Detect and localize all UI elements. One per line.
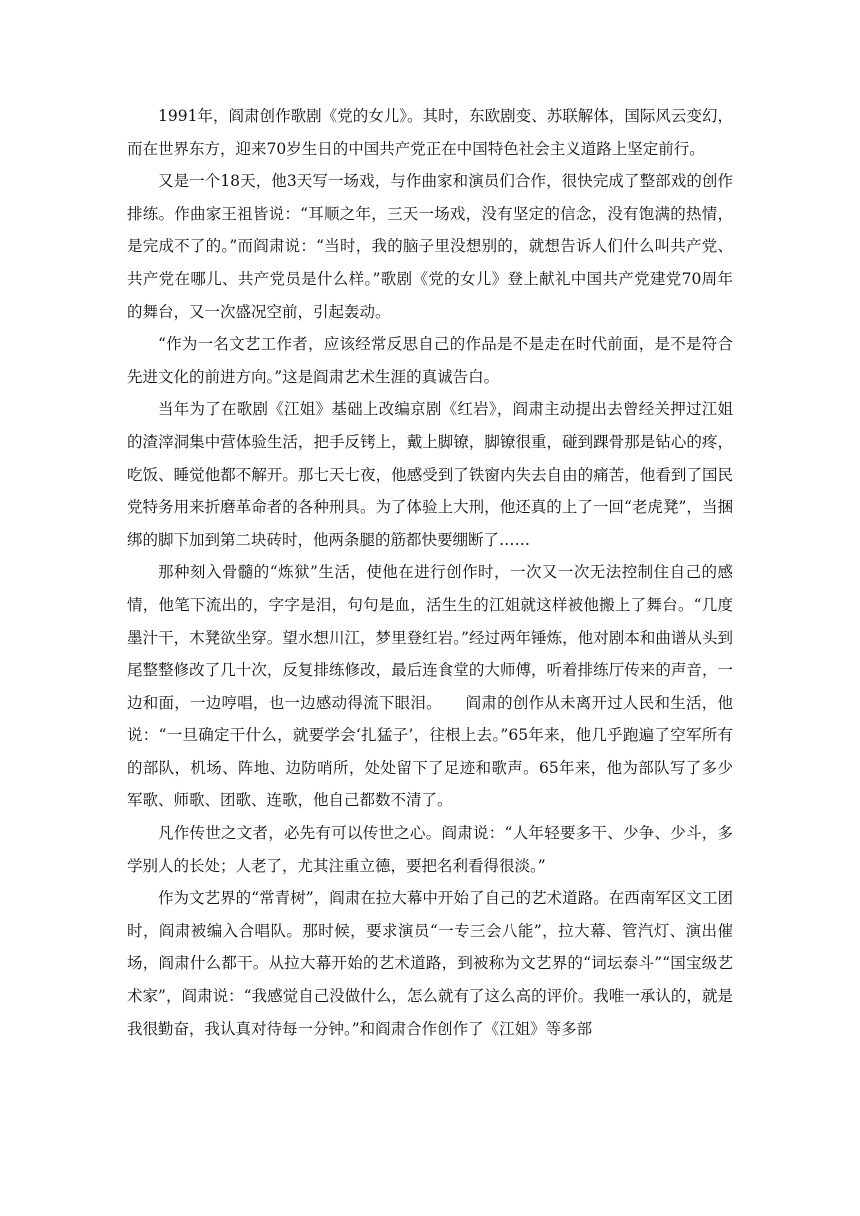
paragraph-2: 又是一个18天，他3天写一场戏，与作曲家和演员们合作，很快完成了整部戏的创作排练。作曲家王祖皆说：“耳顺之年，三天一场戏，没有坚定的信念，没有饱满的热情，是完成不了的。”而阎肃说：“当时，我的脑子里没想别的，就想告诉人们什么叫共产党、共产党在哪儿、共产党员是什么样。”歌剧《党的女儿》登上献礼中国共产党建党70周年的舞台，又一次盛况空前，引起轰动。 <box>127 172 733 321</box>
paragraph-4: 当年为了在歌剧《江姐》基础上改编京剧《红岩》，阎肃主动提出去曾经关押过江姐的渣滓洞集中营体验生活，把手反铐上，戴上脚镣，脚镣很重，碰到踝骨那是钻心的疼，吃饭、睡觉他都不解开。那七天七夜，他感受到了铁窗内失去自由的痛苦，他看到了国民党特务用来折磨革命者的各种刑具。为了体验上大刑，他还真的上了一回“老虎凳”，当捆绑的脚下加到第二块砖时，他两条腿的筋都快要绷断了…… <box>127 400 733 549</box>
article-body <box>127 100 733 1045</box>
paragraph-3: “作为一名文艺工作者，应该经常反思自己的作品是不是走在时代前面，是不是符合先进文化的前进方向。”这是阎肃艺术生涯的真诚告白。 <box>127 335 733 386</box>
paragraph-7: 作为文艺界的“常青树”，阎肃在拉大幕中开始了自己的艺术道路。在西南军区文工团时，阎肃被编入合唱队。那时候，要求演员“一专三会八能”，拉大幕、管汽灯、演出催场，阎肃什么都干。从拉大幕开始的艺术道路，到被称为文艺界的“词坛泰斗”“国宝级艺术家”，阎肃说：“我感觉自己没做什么，怎么就有了这么高的评价。我唯一承认的，就是我很勤奋，我认真对待每一分钟。”和阎肃合作创作了《江姐》等多部 <box>127 889 733 1038</box>
paragraph-6: 凡作传世之文者，必先有可以传世之心。阎肃说：“人年轻要多干、少争、少斗，多学别人的长处；人老了，尤其注重立德，要把名利看得很淡。” <box>127 824 733 875</box>
paragraph-1: 1991年，阎肃创作歌剧《党的女儿》。其时，东欧剧变、苏联解体，国际风云变幻，而在世界东方，迎来70岁生日的中国共产党正在中国特色社会主义道路上坚定前行。 <box>127 107 733 158</box>
paragraph-5: 那种刻入骨髓的“炼狱”生活，使他在进行创作时，一次又一次无法控制住自己的感情，他笔下流出的，字字是泪，句句是血，活生生的江姐就这样被他搬上了舞台。“几度墨汁干，木凳欲坐穿。望水想川江，梦里登红岩。”经过两年锤炼，他对剧本和曲谱从头到尾整整修改了几十次，反复排练修改，最后连食堂的大师傅，听着排练厅传来的声音，一边和面，一边哼唱，也一边感动得流下眼泪。 阎肃的创作从未离开过人民和生活，他说：“一旦确定干什么，就要学会‘扎猛子’，往根上去。”65年来，他几乎跑遍了空军所有的部队，机场、阵地、边防哨所，处处留下了足迹和歌声。65年来，他为部队写了多少军歌、师歌、团歌、连歌，他自己都数不清了。 <box>127 563 733 810</box>
